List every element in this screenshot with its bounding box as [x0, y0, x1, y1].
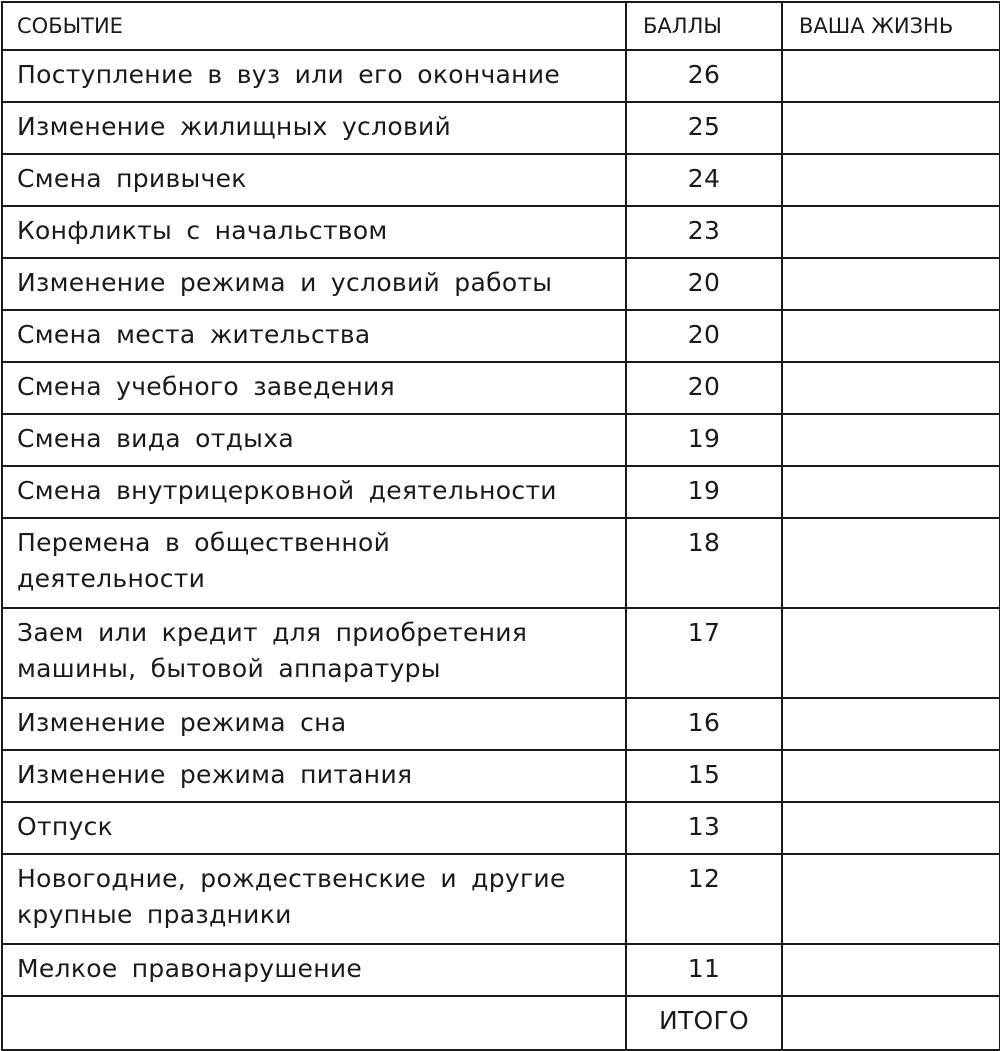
table-row [2, 518, 1000, 608]
your-life-cell[interactable] [782, 802, 1000, 854]
table-row [2, 802, 1000, 854]
total-row [2, 996, 1000, 1050]
header-score: БАЛЛЫ [626, 2, 782, 50]
event-cell: Изменение режима и условий работы [2, 258, 626, 310]
total-empty-cell [2, 996, 626, 1050]
table-row [2, 362, 1000, 414]
table-row [2, 50, 1000, 102]
your-life-cell[interactable] [782, 206, 1000, 258]
your-life-cell[interactable] [782, 154, 1000, 206]
score-cell: 16 [626, 698, 782, 750]
table-row [2, 414, 1000, 466]
table-row [2, 206, 1000, 258]
your-life-cell[interactable] [782, 362, 1000, 414]
event-cell: Изменение режима питания [2, 750, 626, 802]
score-cell: 18 [626, 518, 782, 608]
table-row [2, 698, 1000, 750]
header-event: СОБЫТИЕ [2, 2, 626, 50]
your-life-cell[interactable] [782, 466, 1000, 518]
event-cell: Перемена в общественной деятельности [2, 518, 626, 608]
score-cell: 11 [626, 944, 782, 996]
table-row [2, 310, 1000, 362]
score-cell: 12 [626, 854, 782, 944]
event-cell: Смена учебного заведения [2, 362, 626, 414]
header-row [2, 2, 1000, 50]
event-cell: Поступление в вуз или его окончание [2, 50, 626, 102]
score-cell: 25 [626, 102, 782, 154]
score-cell: 19 [626, 414, 782, 466]
table-row [2, 154, 1000, 206]
table-row [2, 608, 1000, 698]
your-life-cell[interactable] [782, 414, 1000, 466]
event-cell: Смена привычек [2, 154, 626, 206]
your-life-cell[interactable] [782, 310, 1000, 362]
table-row [2, 854, 1000, 944]
table-row [2, 750, 1000, 802]
score-cell: 19 [626, 466, 782, 518]
score-cell: 17 [626, 608, 782, 698]
event-cell: Смена внутрицерковной деятельности [2, 466, 626, 518]
event-cell: Заем или кредит для приобретения машины, бытовой аппаратуры [2, 608, 626, 698]
table-row [2, 258, 1000, 310]
your-life-cell[interactable] [782, 258, 1000, 310]
event-cell: Смена места жительства [2, 310, 626, 362]
life-events-table [1, 1, 1000, 1051]
event-cell: Отпуск [2, 802, 626, 854]
score-cell: 20 [626, 362, 782, 414]
total-label: ИТОГО [626, 996, 782, 1050]
your-life-cell[interactable] [782, 50, 1000, 102]
table-row [2, 102, 1000, 154]
event-cell: Мелкое правонарушение [2, 944, 626, 996]
event-cell: Изменение жилищных условий [2, 102, 626, 154]
your-life-cell[interactable] [782, 854, 1000, 944]
event-cell: Конфликты с начальством [2, 206, 626, 258]
score-cell: 26 [626, 50, 782, 102]
score-cell: 13 [626, 802, 782, 854]
score-cell: 23 [626, 206, 782, 258]
your-life-cell[interactable] [782, 698, 1000, 750]
event-cell: Смена вида отдыха [2, 414, 626, 466]
total-your-life-cell[interactable] [782, 996, 1000, 1050]
event-cell: Новогодние, рождественские и другие крупные праздники [2, 854, 626, 944]
your-life-cell[interactable] [782, 608, 1000, 698]
table-row [2, 944, 1000, 996]
event-cell: Изменение режима сна [2, 698, 626, 750]
score-cell: 20 [626, 258, 782, 310]
score-cell: 20 [626, 310, 782, 362]
header-your-life: ВАША ЖИЗНЬ [782, 2, 1000, 50]
your-life-cell[interactable] [782, 102, 1000, 154]
your-life-cell[interactable] [782, 518, 1000, 608]
score-cell: 15 [626, 750, 782, 802]
your-life-cell[interactable] [782, 944, 1000, 996]
table-row [2, 466, 1000, 518]
score-cell: 24 [626, 154, 782, 206]
your-life-cell[interactable] [782, 750, 1000, 802]
